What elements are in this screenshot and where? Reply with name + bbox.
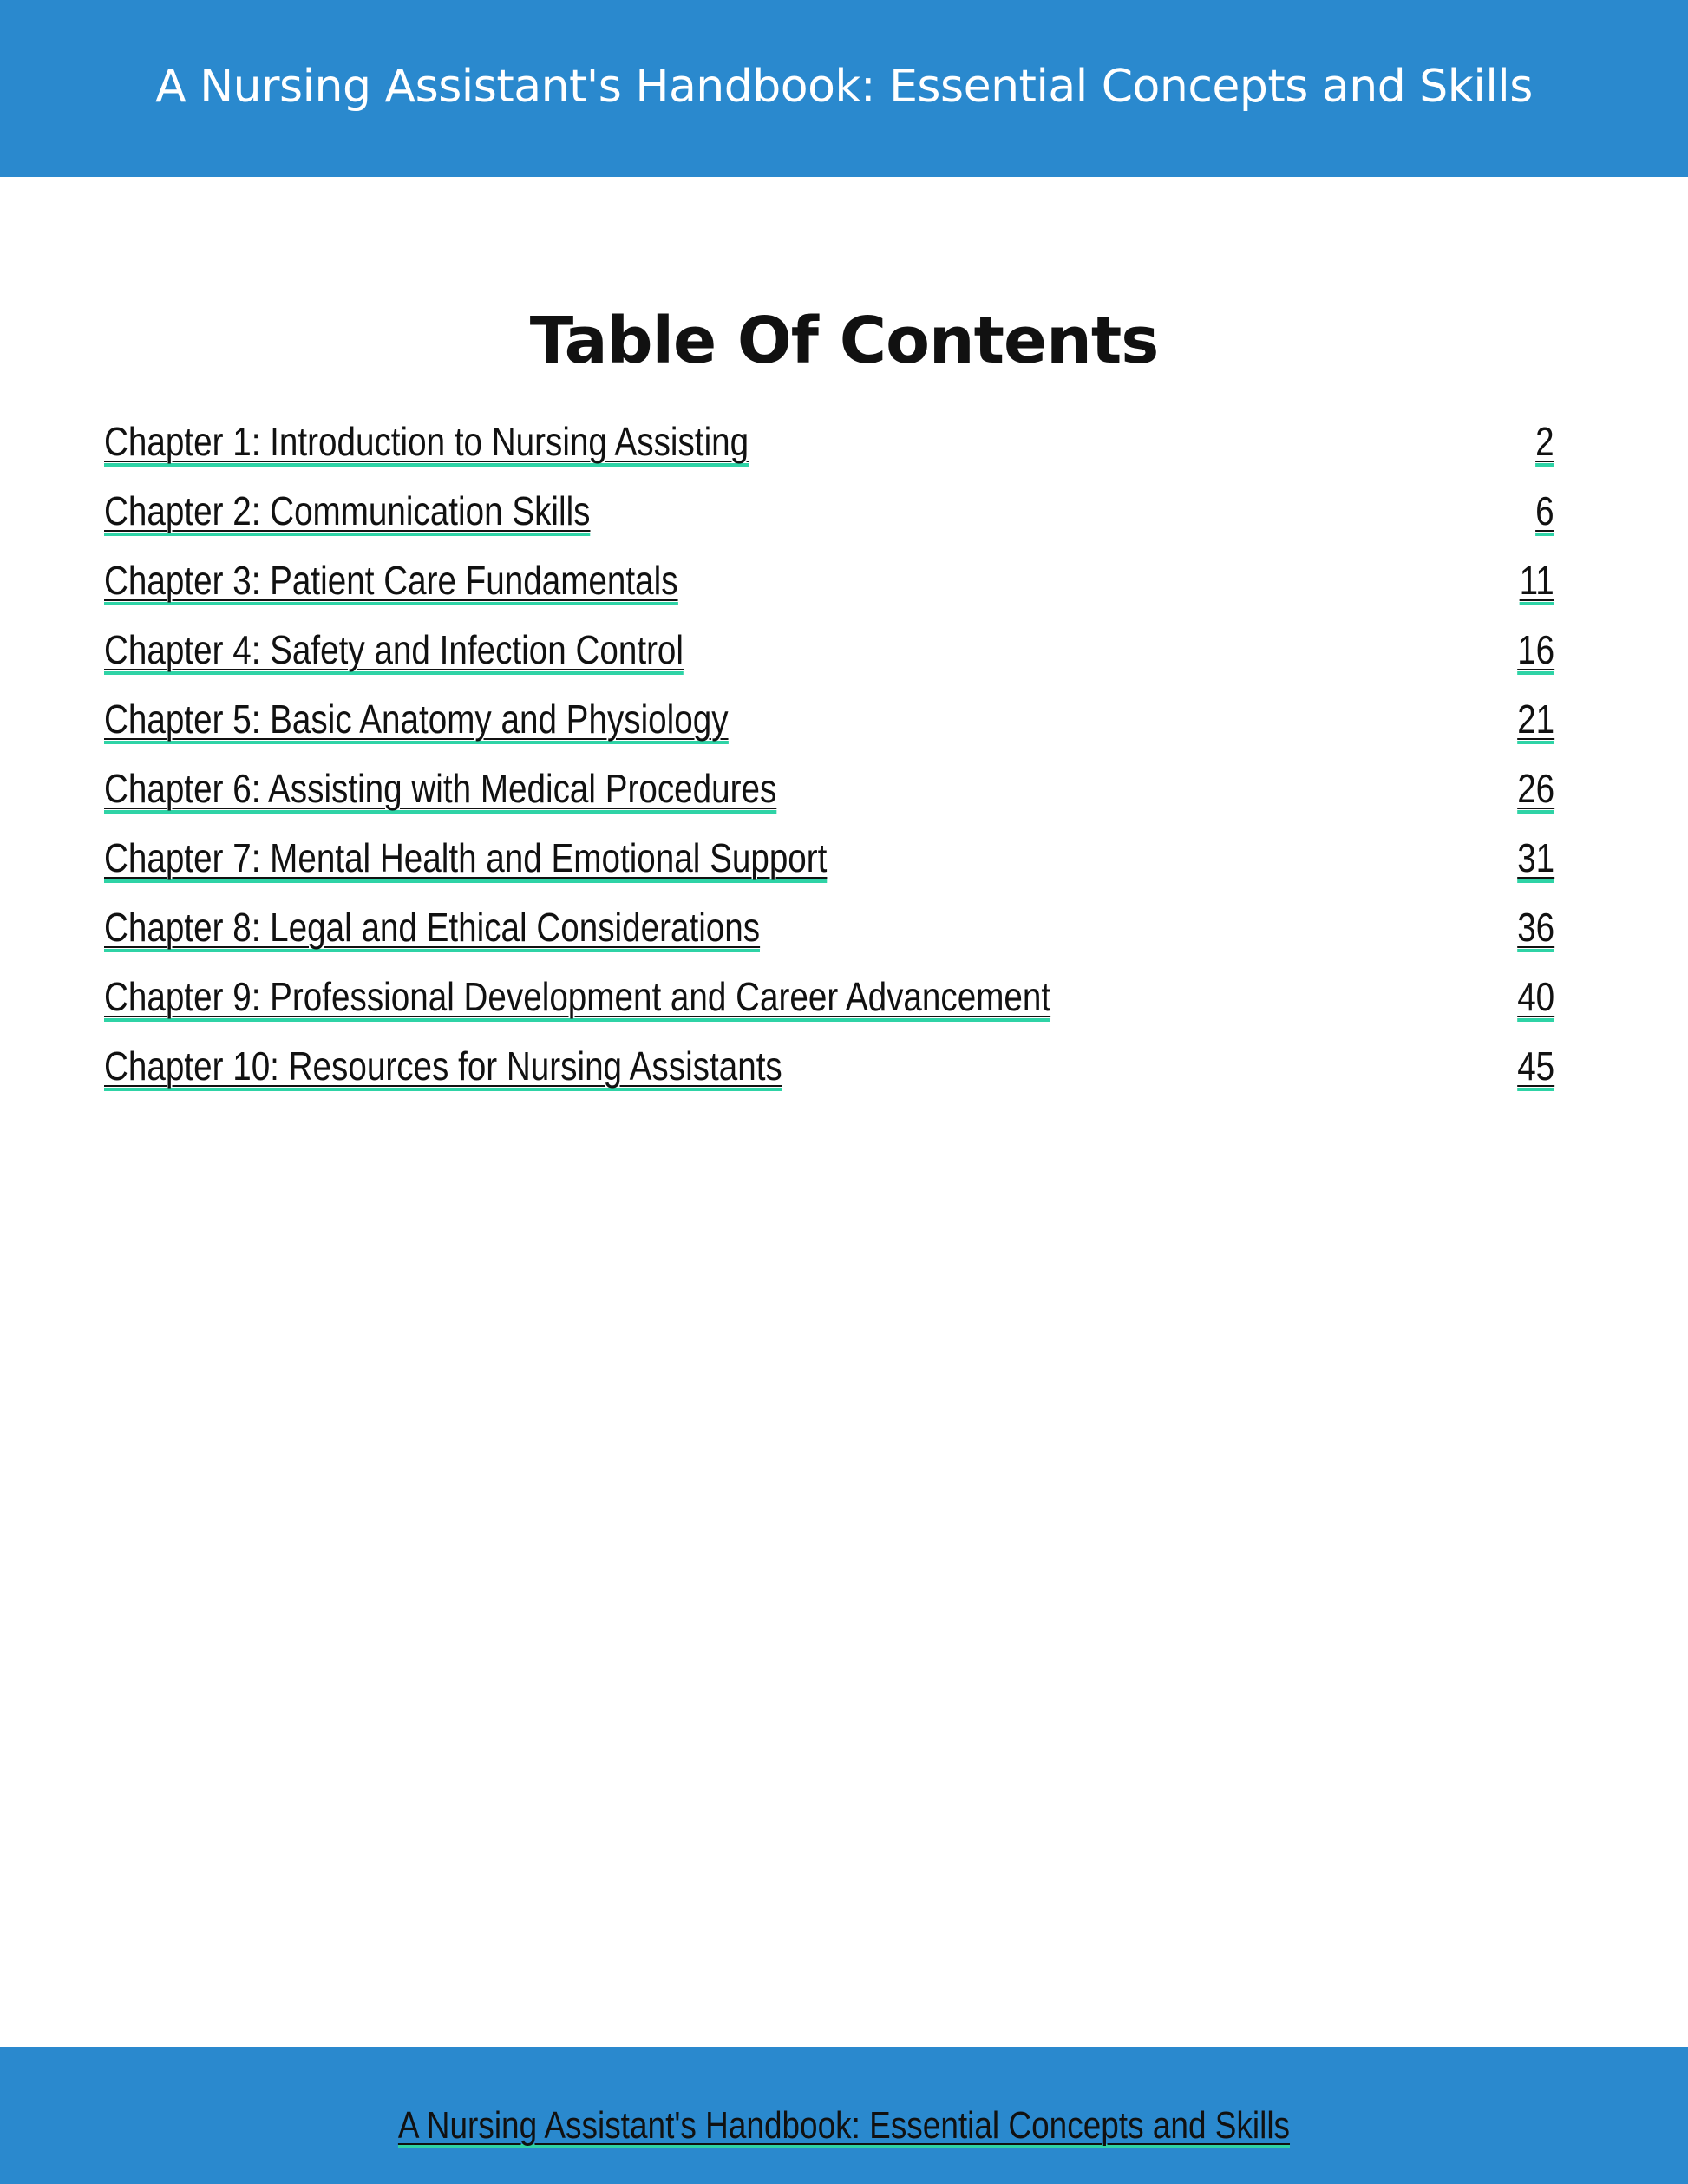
toc-entry-page[interactable]: 16	[1517, 626, 1554, 675]
toc-entry-page[interactable]: 40	[1517, 973, 1554, 1022]
toc-entry-title[interactable]: Chapter 9: Professional Development and Career Advancement	[104, 973, 1050, 1022]
toc-entry-title[interactable]: Chapter 6: Assisting with Medical Procedures	[104, 765, 776, 814]
toc-heading: Table Of Contents	[529, 303, 1159, 378]
header-title: A Nursing Assistant's Handbook: Essential Concepts and Skills	[155, 61, 1533, 113]
toc-entry-title[interactable]: Chapter 7: Mental Health and Emotional Support	[104, 834, 827, 883]
toc-entry-title[interactable]: Chapter 3: Patient Care Fundamentals	[104, 557, 678, 605]
toc-entry-title[interactable]: Chapter 4: Safety and Infection Control	[104, 626, 684, 675]
toc-entry-title[interactable]: Chapter 10: Resources for Nursing Assistants	[104, 1043, 782, 1091]
toc-entry-chapter-7[interactable]	[104, 834, 1554, 904]
toc-entry-page[interactable]: 45	[1517, 1043, 1554, 1091]
toc-entry-chapter-4[interactable]	[104, 626, 1554, 696]
toc-entry-page[interactable]: 36	[1517, 904, 1554, 952]
toc-entry-chapter-3[interactable]	[104, 557, 1554, 626]
toc-entry-title[interactable]: Chapter 8: Legal and Ethical Considerations	[104, 904, 760, 952]
table-of-contents	[104, 418, 1554, 1112]
toc-entry-page[interactable]: 6	[1536, 487, 1554, 536]
toc-entry-chapter-8[interactable]	[104, 904, 1554, 973]
toc-entry-page[interactable]: 31	[1517, 834, 1554, 883]
toc-entry-chapter-1[interactable]	[104, 418, 1554, 487]
toc-entry-title[interactable]: Chapter 2: Communication Skills	[104, 487, 591, 536]
toc-entry-chapter-2[interactable]	[104, 487, 1554, 557]
toc-entry-title[interactable]: Chapter 1: Introduction to Nursing Assisting	[104, 418, 749, 467]
toc-entry-chapter-9[interactable]	[104, 973, 1554, 1043]
toc-entry-page[interactable]: 11	[1520, 557, 1554, 605]
toc-entry-chapter-10[interactable]	[104, 1043, 1554, 1112]
footer-title-link[interactable]: A Nursing Assistant's Handbook: Essential Concepts and Skills	[397, 2104, 1291, 2147]
toc-entry-chapter-6[interactable]	[104, 765, 1554, 834]
toc-entry-page[interactable]: 26	[1517, 765, 1554, 814]
toc-entry-chapter-5[interactable]	[104, 696, 1554, 765]
toc-entry-page[interactable]: 21	[1517, 696, 1554, 744]
header-banner	[0, 0, 1688, 177]
footer-banner	[0, 2047, 1688, 2184]
toc-entry-page[interactable]: 2	[1536, 418, 1554, 467]
toc-entry-title[interactable]: Chapter 5: Basic Anatomy and Physiology	[104, 696, 729, 744]
